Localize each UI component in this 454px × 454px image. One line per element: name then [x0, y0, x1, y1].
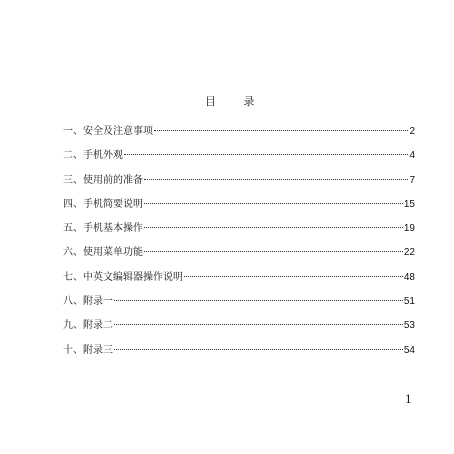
toc-entry [63, 199, 415, 223]
toc-dot-leader [114, 324, 403, 325]
toc-dot-leader [114, 300, 403, 301]
toc-entry-page: 48 [403, 271, 415, 283]
toc-entry-page: 53 [403, 320, 415, 332]
toc-entry-label: 五、手机基本操作 [63, 223, 143, 235]
toc-entry-label: 七、中英文编辑器操作说明 [63, 271, 183, 283]
toc-entry [63, 175, 415, 199]
toc-entry [63, 296, 415, 320]
toc-entry-page: 19 [403, 223, 415, 235]
toc-entry-page: 51 [403, 296, 415, 308]
toc-entry-label: 一、安全及注意事项 [63, 126, 153, 137]
toc-entry [63, 126, 415, 150]
toc-entry-page: 15 [403, 198, 415, 210]
toc-dot-leader [124, 154, 408, 155]
toc-entry [63, 223, 415, 247]
toc-title: 目 录 [205, 95, 267, 108]
toc-dot-leader [114, 349, 403, 350]
toc-entry-page: 4 [409, 150, 415, 162]
toc-entry [63, 345, 415, 369]
toc-entry-page: 7 [409, 174, 415, 186]
toc-entry [63, 247, 415, 271]
toc-entry [63, 320, 415, 344]
toc-entry [63, 272, 415, 296]
toc-dot-leader [144, 203, 403, 204]
toc-entry-label: 十、附录三 [63, 344, 113, 356]
toc-dot-leader [154, 130, 408, 131]
toc-entry-label: 二、手机外观 [63, 150, 123, 162]
toc-dot-leader [184, 276, 403, 277]
toc-entry-page: 2 [409, 126, 415, 137]
toc-dot-leader [144, 227, 403, 228]
toc-dot-leader [144, 179, 408, 180]
toc-entry [63, 150, 415, 174]
toc-entry-page: 54 [403, 344, 415, 356]
toc-entry-label: 九、附录二 [63, 320, 113, 332]
toc-entry-label: 六、使用菜单功能 [63, 247, 143, 259]
toc-entry-page: 22 [403, 247, 415, 259]
toc-entry-label: 三、使用前的准备 [63, 174, 143, 186]
toc-dot-leader [144, 251, 403, 252]
toc-entry-label: 八、附录一 [63, 296, 113, 308]
toc-entry-label: 四、手机简要说明 [63, 198, 143, 210]
page-number: 1 [405, 391, 412, 406]
toc-list [63, 126, 415, 369]
